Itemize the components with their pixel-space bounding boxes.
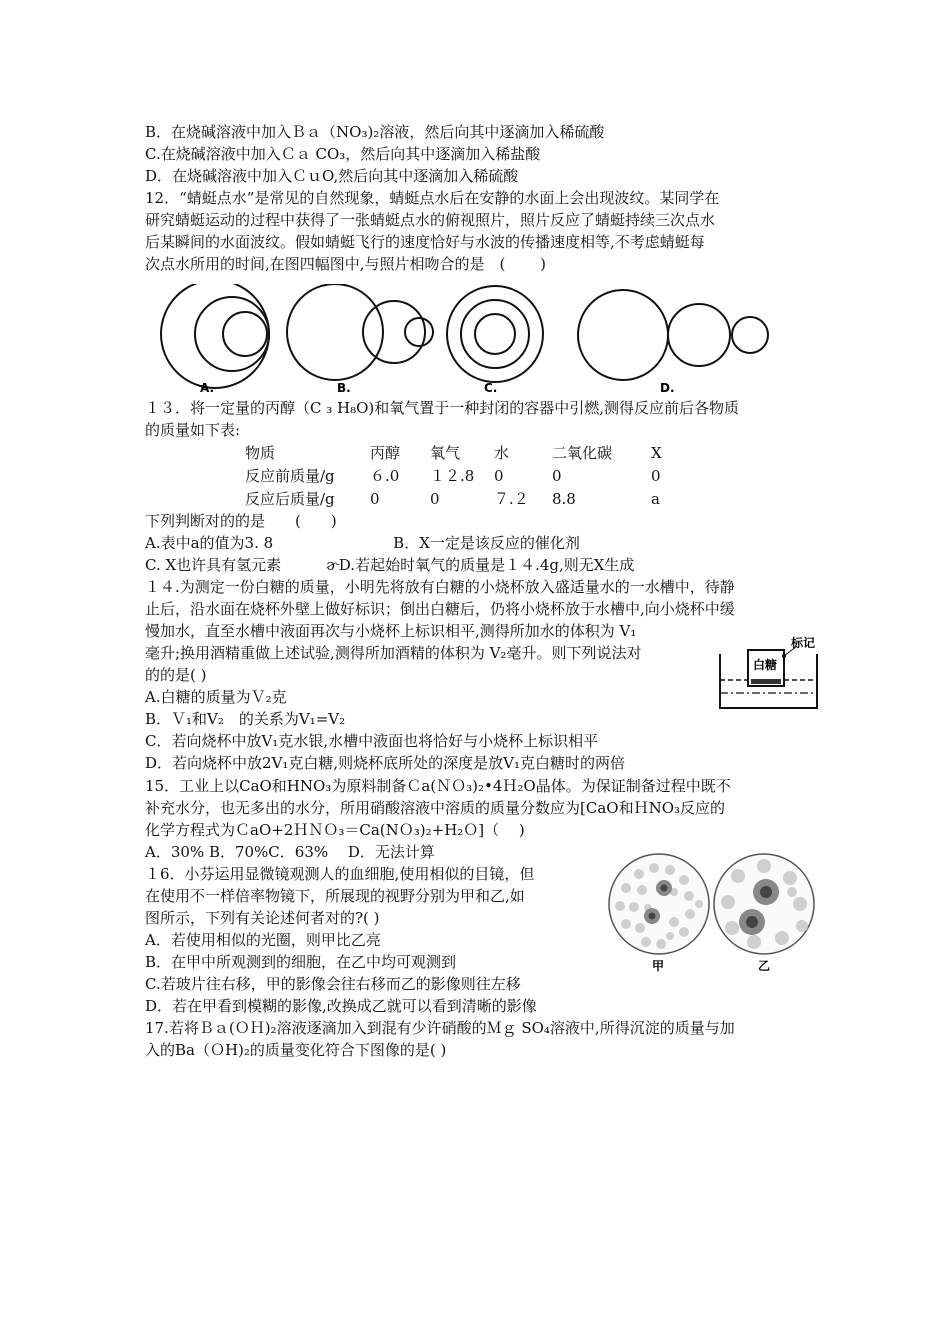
- table-cell: 8.8: [552, 490, 576, 508]
- q14-line-2: 止后，沿水面在烧杯外壁上做好标识；倒出白糖后，仍将小烧杯放于水槽中,向小烧杯中缓: [145, 600, 735, 618]
- q16-option-b: B．在甲中所观测到的细胞，在乙中均可观测到: [145, 953, 457, 971]
- figure-label-d: D.: [660, 381, 675, 395]
- table-header: 物质: [245, 444, 276, 462]
- table-header: 氧气: [430, 444, 461, 462]
- q16-option-c: C.若玻片往右移，甲的影像会往右移而乙的影像则往左移: [145, 975, 521, 993]
- q12-line-1: 12．“蜻蜓点水”是常见的自然现象，蜻蜓点水后在安静的水面上会出现波纹。某同学在: [145, 189, 720, 207]
- q15-line-3: 化学方程式为ＣaO+2ＨＮＯ₃＝Ca(NＯ₃)₂+H₂Ｏ]（ ): [145, 821, 525, 839]
- q11-option-c: C.在烧碱溶液中加入Ｃａ CO₃，然后向其中逐滴加入稀盐酸: [145, 145, 541, 163]
- table-header: 水: [494, 444, 510, 462]
- table-cell: 0: [370, 490, 380, 508]
- q14-option-c: C．若向烧杯中放V₁克水银,水槽中液面也将恰好与小烧杯上标识相平: [145, 732, 599, 750]
- q14-line-1: １４.为测定一份白糖的质量，小明先将放有白糖的小烧杯放入盛适量水的一水槽中，待静: [145, 578, 735, 596]
- q14-line-3: 慢加水，直至水槽中液面再次与小烧杯上标识相平,测得所加水的体积为 V₁: [145, 622, 637, 640]
- q13-options-2: C. X也许具有氢元素 ɚD.若起始时氧气的质量是１４.4g,则无X生成: [145, 556, 635, 574]
- sugar-label: 白糖: [753, 658, 778, 672]
- table-cell: ７.２: [494, 490, 529, 508]
- q16-line-2: 在使用不一样倍率物镜下，所展现的视野分别为甲和乙,如: [145, 887, 525, 905]
- q17-line-2: 入的Ba（ＯH)₂的质量变化符合下图像的是( ): [145, 1041, 447, 1059]
- microscope-fields-figure: [604, 852, 818, 976]
- q11-option-d: D．在烧碱溶液中加入ＣｕO,然后向其中逐滴加入稀硫酸: [145, 167, 519, 185]
- q14-line-5: 的的是( ): [145, 666, 207, 684]
- table-cell: 0: [494, 467, 504, 485]
- table-cell: 0: [430, 490, 440, 508]
- q13-options-1: A.表中a的值为3. 8 B．X一定是该反应的催化剂: [145, 534, 580, 552]
- q14-option-b: B．Ｖ₁和V₂ 的关系为V₁=V₂: [145, 710, 346, 728]
- q15-options: A．30% B．70%C．63% D．无法计算: [145, 843, 435, 861]
- field-jia: [609, 854, 709, 954]
- mark-label: 标记: [791, 636, 816, 650]
- q13-prompt: 下列判断对的的是 ( ): [145, 512, 337, 530]
- q11-option-b: B．在烧碱溶液中加入Ｂａ（NO₃)₂溶液，然后向其中逐滴加入稀硫酸: [145, 123, 605, 141]
- q16-line-3: 图所示，下列有关论述何者对的?( ): [145, 909, 380, 927]
- table-cell: 反应前质量/g: [245, 467, 335, 485]
- table-cell: １２.8: [430, 467, 475, 485]
- q16-line-1: １6．小芬运用显微镜观测人的血细胞,使用相似的目镜，但: [145, 865, 535, 883]
- ripple-options-figure: [150, 284, 790, 402]
- q12-line-3: 后某瞬间的水面波纹。假如蜻蜓飞行的速度恰好与水波的传播速度相等,不考虑蜻蜓每: [145, 233, 705, 251]
- q14-option-d: D．若向烧杯中放2V₁克白糖,则烧杯底所处的深度是放V₁克白糖时的两倍: [145, 754, 626, 772]
- q14-line-4: 毫升;换用酒精重做上述试验,测得所加酒精的体积为 V₂毫升。则下列说法对: [145, 644, 642, 662]
- q13-line-1: １３．将一定量的丙醇（C ₃ H₈O)和氧气置于一种封闭的容器中引燃,测得反应前后各物质: [145, 399, 740, 417]
- q16-option-a: A．若使用相似的光圈，则甲比乙亮: [145, 931, 381, 949]
- table-cell: a: [651, 490, 660, 508]
- q17-line-1: 17.若将Ｂａ(ＯＨ)₂溶液逐滴加入到混有少许硝酸的Ｍｇ SO₄溶液中,所得沉淀的质量与加: [145, 1019, 735, 1037]
- beaker-tank-figure: [715, 636, 820, 712]
- q15-line-1: 15．工业上以CaO和HNO₃为原料制备Ｃa(ＮＯ₃)₂•4Ｈ₂O晶体。为保证制备过程中既不: [145, 777, 731, 795]
- table-header: X: [651, 444, 662, 462]
- q14-option-a: A.白糖的质量为Ｖ₂克: [145, 688, 287, 706]
- field-yi: [714, 854, 814, 954]
- table-header: 二氧化碳: [552, 444, 613, 462]
- q16-option-d: D．若在甲看到模糊的影像,改换成乙就可以看到清晰的影像: [145, 997, 537, 1015]
- table-cell: ６.0: [370, 467, 400, 485]
- label-jia: 甲: [652, 959, 665, 973]
- table-header: 丙醇: [370, 444, 401, 462]
- table-cell: 0: [651, 467, 661, 485]
- q12-line-2: 研究蜻蜓运动的过程中获得了一张蜻蜓点水的俯视照片，照片反应了蜻蜓持续三次点水: [145, 211, 716, 229]
- table-cell: 0: [552, 467, 562, 485]
- figure-label-a: A.: [200, 381, 215, 395]
- figure-label-c: C.: [484, 381, 498, 395]
- q13-line-2: 的质量如下表:: [145, 421, 241, 439]
- q15-line-2: 补充水分，也无多出的水分，所用硝酸溶液中溶质的质量分数应为[CaO和ＨNO₃反应的: [145, 799, 726, 817]
- label-yi: 乙: [758, 959, 771, 973]
- figure-label-b: B.: [337, 381, 351, 395]
- table-cell: 反应后质量/g: [245, 490, 335, 508]
- q12-line-4: 次点水所用的时间,在图四幅图中,与照片相吻合的是 ( ): [145, 255, 547, 273]
